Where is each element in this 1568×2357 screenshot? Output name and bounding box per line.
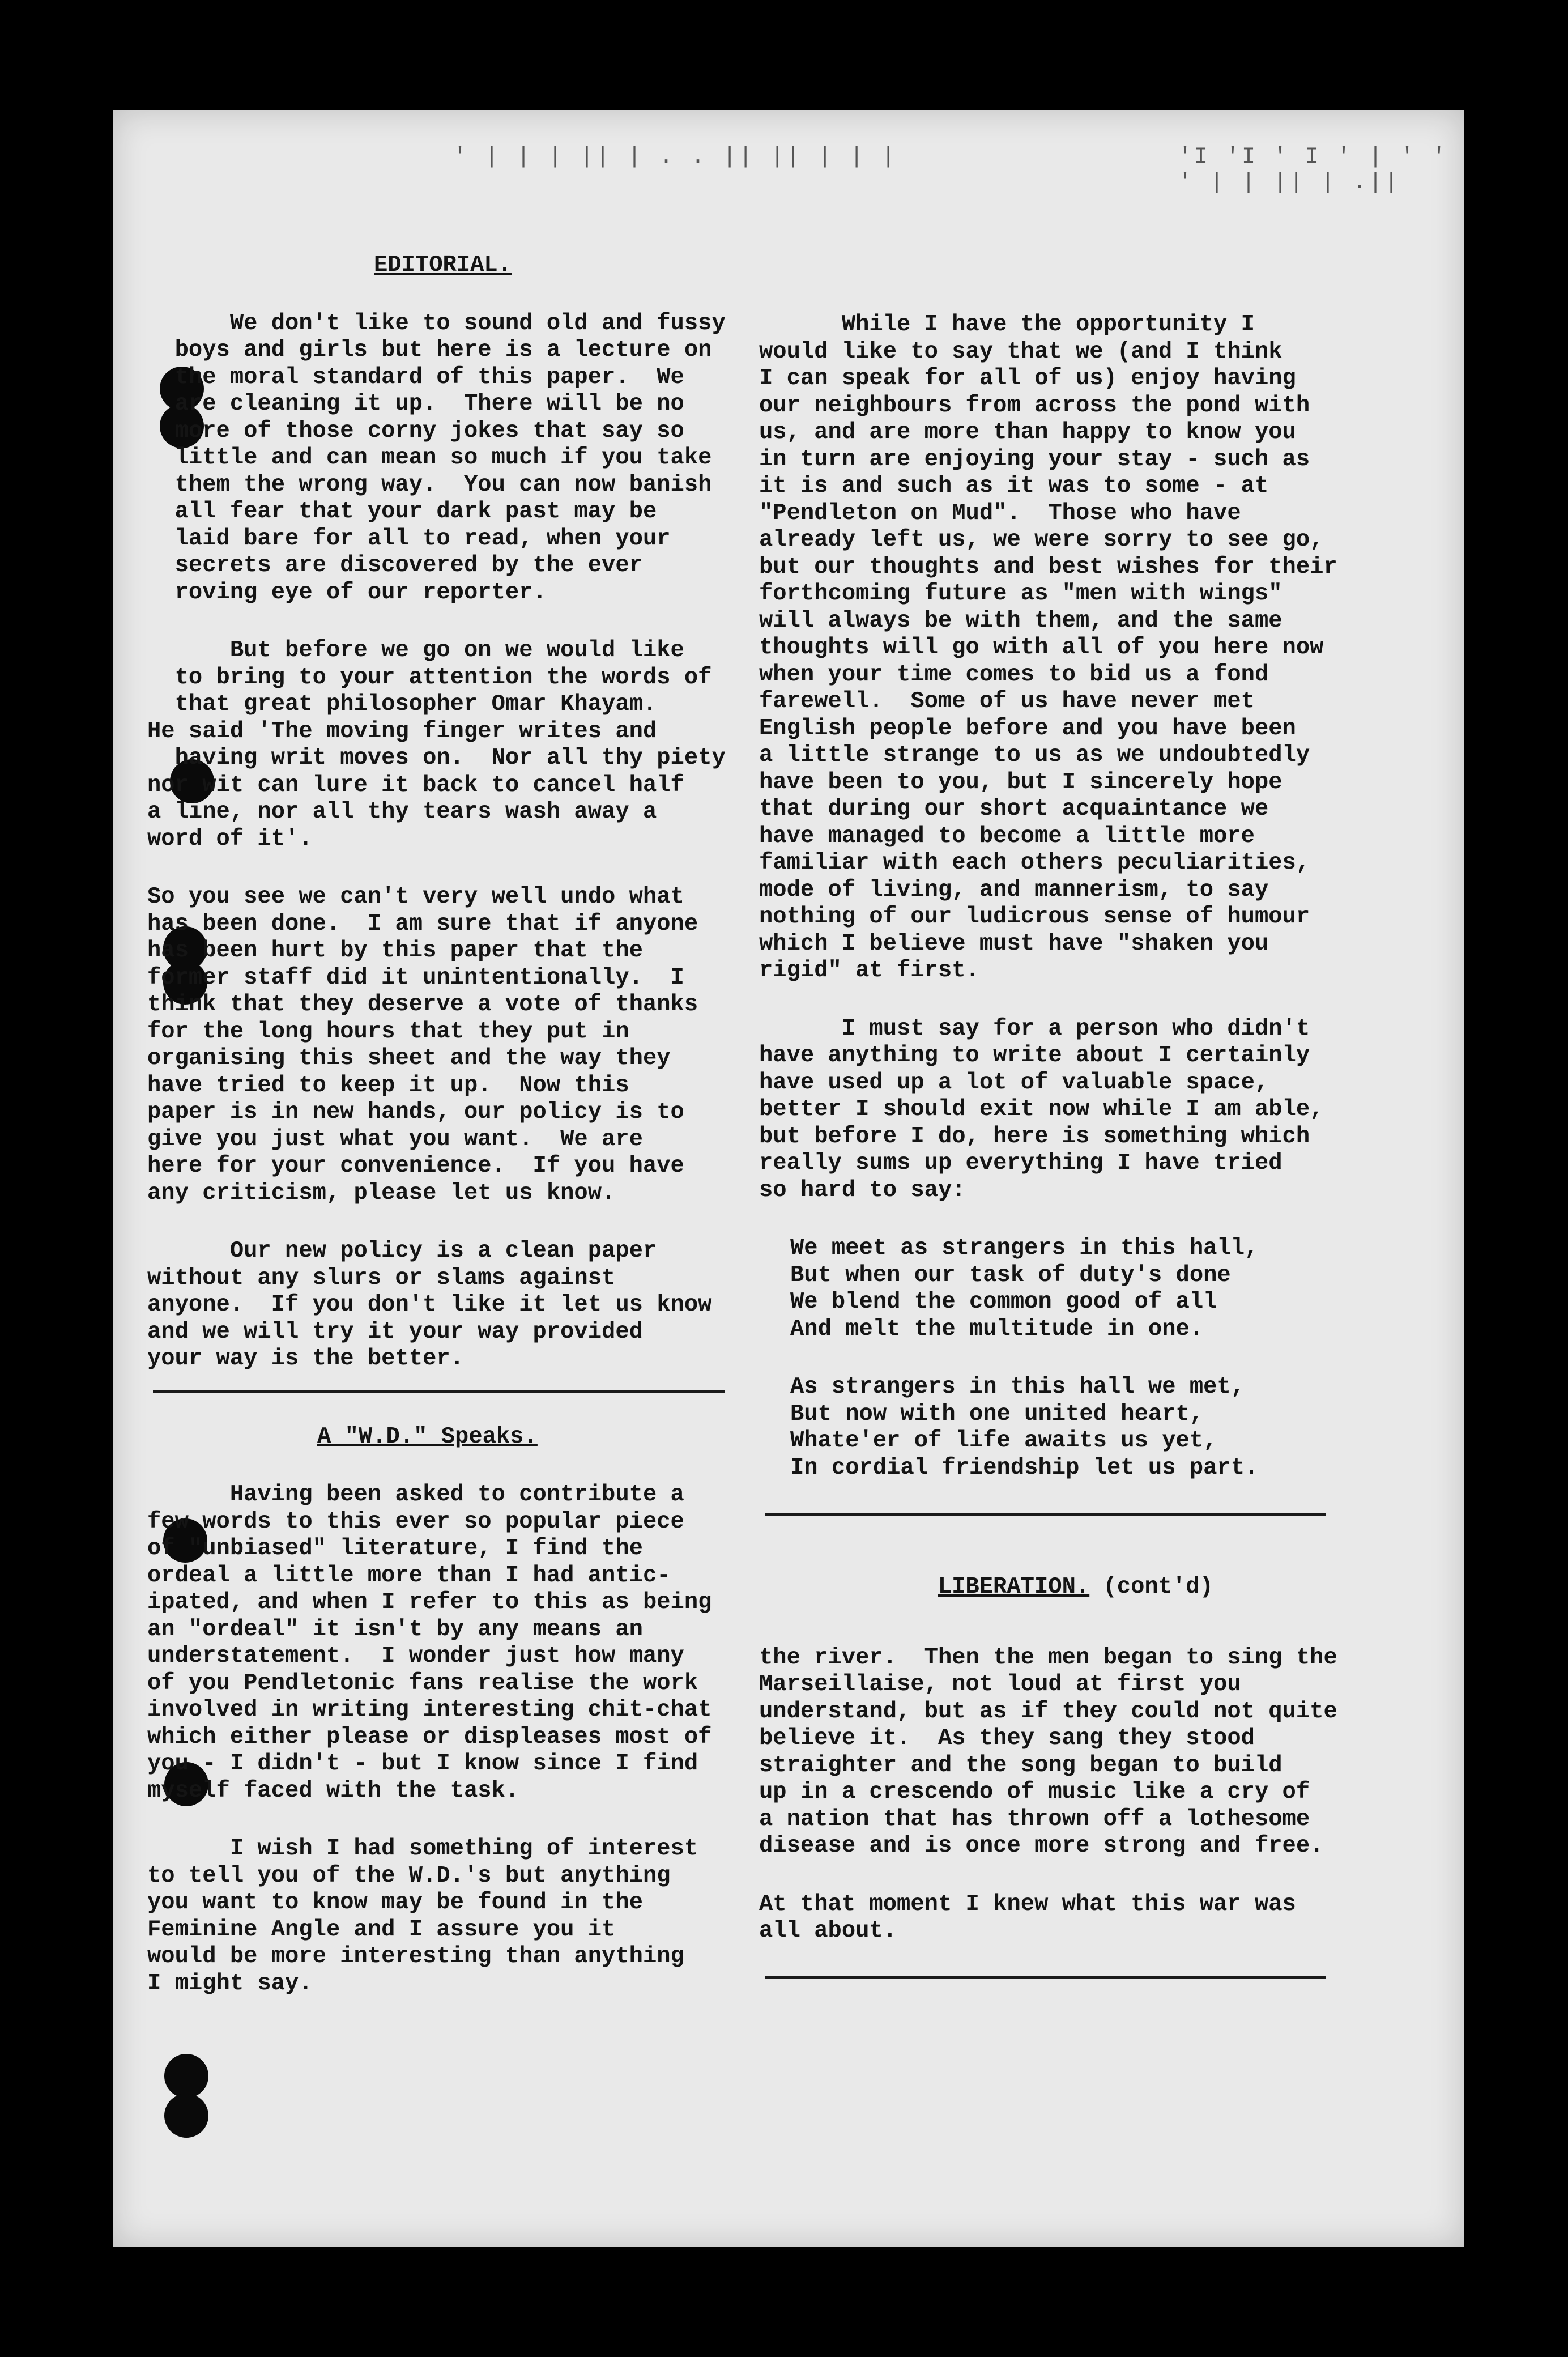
poem-line: As strangers in this hall we met, [790,1374,1245,1400]
text-line: I wish I had something of interest [147,1836,698,1862]
text-line: secrets are discovered by the ever [147,552,643,578]
text-line: roving eye of our reporter. [147,579,547,606]
text-line: any criticism, please let us know. [147,1180,616,1206]
text-line: myself faced with the task. [147,1777,519,1804]
text-line: We don't like to sound old and fussy [147,310,726,337]
text-line: little and can mean so much if you take [147,445,712,471]
text-line: But before we go on we would like [147,637,684,663]
text-line: without any slurs or slams against [147,1265,616,1291]
text-line: already left us, we were sorry to see go, [759,527,1324,553]
text-line: thoughts will go with all of you here now [759,635,1324,661]
poem-stanza-2 [759,1374,1428,1482]
text-line: would like to say that we (and I think [759,338,1282,365]
text-line: ordeal a little more than I had antic- [147,1562,671,1589]
liberation-heading-row [759,1547,1428,1628]
text-line: here for your convenience. If you have [147,1153,684,1179]
poem-line: But now with one united heart, [790,1401,1204,1427]
text-line: that great philosopher Omar Khayam. [147,691,657,717]
text-line: rigid" at first. [759,958,979,984]
editorial-paragraph-1 [147,310,748,607]
text-line: in turn are enjoying your stay - such as [759,446,1310,473]
poem-line: In cordial friendship let us part. [790,1454,1259,1481]
newsletter-page [113,110,1464,2247]
wd-speaks-paragraph-1 [147,1482,748,1805]
text-line: organising this sheet and the way they [147,1045,671,1071]
text-line: Our new policy is a clean paper [147,1238,657,1264]
text-line: have been to you, but I sincerely hope [759,769,1282,795]
text-line: would be more interesting than anything [147,1943,684,1969]
text-line: the moral standard of this paper. We [147,364,684,390]
liberation-heading: LIBERATION. [938,1573,1090,1600]
text-line: of you Pendletonic fans realise the work [147,1670,698,1696]
text-line: nothing of our ludicrous sense of humour [759,904,1310,930]
text-line: think that they deserve a vote of thanks [147,992,698,1018]
poem-line: Whate'er of life awaits us yet, [790,1428,1217,1454]
text-line: boys and girls but here is a lecture on [147,337,712,363]
right-paragraph-1 [759,312,1428,985]
text-line: you want to know may be found in the [147,1890,643,1916]
text-line: nor wit can lure it back to cancel half [147,772,684,798]
text-line: but our thoughts and best wishes for their [759,554,1337,580]
text-line: While I have the opportunity I [759,312,1255,338]
text-line: forthcoming future as "men with wings" [759,581,1282,607]
text-line: a line, nor all thy tears wash away a [147,799,657,825]
text-line: them the wrong way. You can now banish [147,471,712,498]
poem-stanza-1 [759,1235,1428,1343]
text-line: us, and are more than happy to know you [759,419,1296,445]
text-line: really sums up everything I have tried [759,1150,1282,1176]
poem-line: We blend the common good of all [790,1289,1217,1315]
text-line: disease and is once more strong and free. [759,1833,1324,1859]
text-line: anyone. If you don't like it let us know [147,1292,712,1318]
punch-hole-9 [164,2094,208,2138]
text-line: I might say. [147,1970,313,1997]
liberation-paragraph-1 [759,1645,1428,1860]
text-line: it is and such as it was to some - at [759,473,1269,499]
editorial-paragraph-2 [147,637,748,853]
text-line: have tried to keep it up. Now this [147,1072,629,1099]
text-line: believe it. As they sang they stood [759,1725,1255,1751]
text-line: Having been asked to contribute a [147,1482,684,1508]
poem-line: But when our task of duty's done [790,1262,1231,1288]
top-edge-marks [113,144,1464,195]
text-line: so hard to say: [759,1177,966,1203]
editorial-paragraph-3 [147,884,748,1207]
text-line: and we will try it your way provided [147,1318,643,1345]
text-line: for the long hours that they put in [147,1018,629,1045]
wd-speaks-heading: A "W.D." Speaks. [317,1423,538,1450]
text-line: Feminine Angle and I assure you it [147,1916,616,1943]
text-line: all fear that your dark past may be [147,499,657,525]
text-line: are cleaning it up. There will be no [147,391,684,417]
text-line: Marseillaise, not loud at first you [759,1671,1241,1697]
text-line: when your time comes to bid us a fond [759,661,1269,688]
text-line: which I believe must have "shaken you [759,930,1269,957]
text-line: familiar with each others peculiarities, [759,850,1310,876]
editorial-paragraph-4 [147,1238,748,1373]
liberation-heading-suffix: (cont'd) [1089,1573,1213,1600]
text-line: have managed to become a little more [759,823,1255,849]
text-line: ipated, and when I refer to this as being [147,1589,712,1615]
text-line: have anything to write about I certainly [759,1043,1310,1069]
text-line: to bring to your attention the words of [147,664,712,691]
text-line: having writ moves on. Nor all thy piety [147,745,726,771]
text-line: has been hurt by this paper that the [147,938,643,964]
right-column [759,312,1428,1979]
text-line: will always be with them, and the same [759,607,1282,634]
punch-hole-8 [164,2054,208,2098]
poem-line: We meet as strangers in this hall, [790,1235,1259,1261]
liberation-paragraph-2 [759,1891,1428,1945]
text-line: better I should exit now while I am able, [759,1096,1324,1122]
text-line: you - I didn't - but I know since I find [147,1751,698,1777]
text-line: English people before and you have been [759,715,1296,742]
text-line: understand, but as if they could not quite [759,1698,1337,1725]
text-line: up in a crescendo of music like a cry of [759,1779,1310,1805]
text-line: straighter and the song began to build [759,1752,1282,1779]
right-paragraph-2 [759,1016,1428,1205]
text-line: our neighbours from across the pond with [759,392,1310,419]
text-line: laid bare for all to read, when your [147,525,671,552]
left-column [147,252,748,1997]
text-line: the river. Then the men began to sing the [759,1644,1337,1671]
text-line: of "unbiased" literature, I find the [147,1535,643,1562]
top-marks-left: ' | | | || | . . || || | | | [453,144,898,170]
top-marks-right: 'I 'I ' I ' | ' ' ' | | || | .|| [1178,144,1448,195]
text-line: your way is the better. [147,1346,464,1372]
wd-speaks-paragraph-2 [147,1836,748,1997]
text-line: understatement. I wonder just how many [147,1643,684,1669]
text-line: an "ordeal" it isn't by any means an [147,1616,643,1643]
section-divider [765,1976,1326,1979]
text-line: involved in writing interesting chit-chat [147,1697,712,1723]
text-line: few words to this ever so popular piece [147,1508,684,1535]
text-line: word of it'. [147,826,313,852]
text-line: more of those corny jokes that say so [147,418,684,444]
text-line: have used up a lot of valuable space, [759,1069,1269,1096]
poem-line: And melt the multitude in one. [790,1316,1204,1342]
text-line: He said 'The moving finger writes and [147,718,657,744]
text-line: all about. [759,1918,897,1944]
text-line: that during our short acquaintance we [759,796,1269,822]
text-line: former staff did it unintentionally. I [147,964,684,991]
editorial-heading: EDITORIAL. [374,252,512,278]
text-line: farewell. Some of us have never met [759,688,1255,714]
text-line: which either please or displeases most of [147,1724,712,1750]
text-line: At that moment I knew what this war was [759,1891,1296,1917]
text-line: paper is in new hands, our policy is to [147,1099,684,1125]
text-line: give you just what you want. We are [147,1126,643,1152]
text-line: has been done. I am sure that if anyone [147,911,698,937]
text-line: a nation that has thrown off a lothesome [759,1806,1310,1832]
text-line: "Pendleton on Mud". Those who have [759,500,1241,526]
text-line: a little strange to us as we undoubtedly [759,742,1310,768]
text-line: but before I do, here is something which [759,1123,1310,1150]
text-line: to tell you of the W.D.'s but anything [147,1862,671,1889]
text-line: mode of living, and mannerism, to say [759,877,1269,903]
text-line: I must say for a person who didn't [759,1015,1310,1042]
text-line: I can speak for all of us) enjoy having [759,365,1296,392]
text-line: So you see we can't very well undo what [147,884,684,910]
